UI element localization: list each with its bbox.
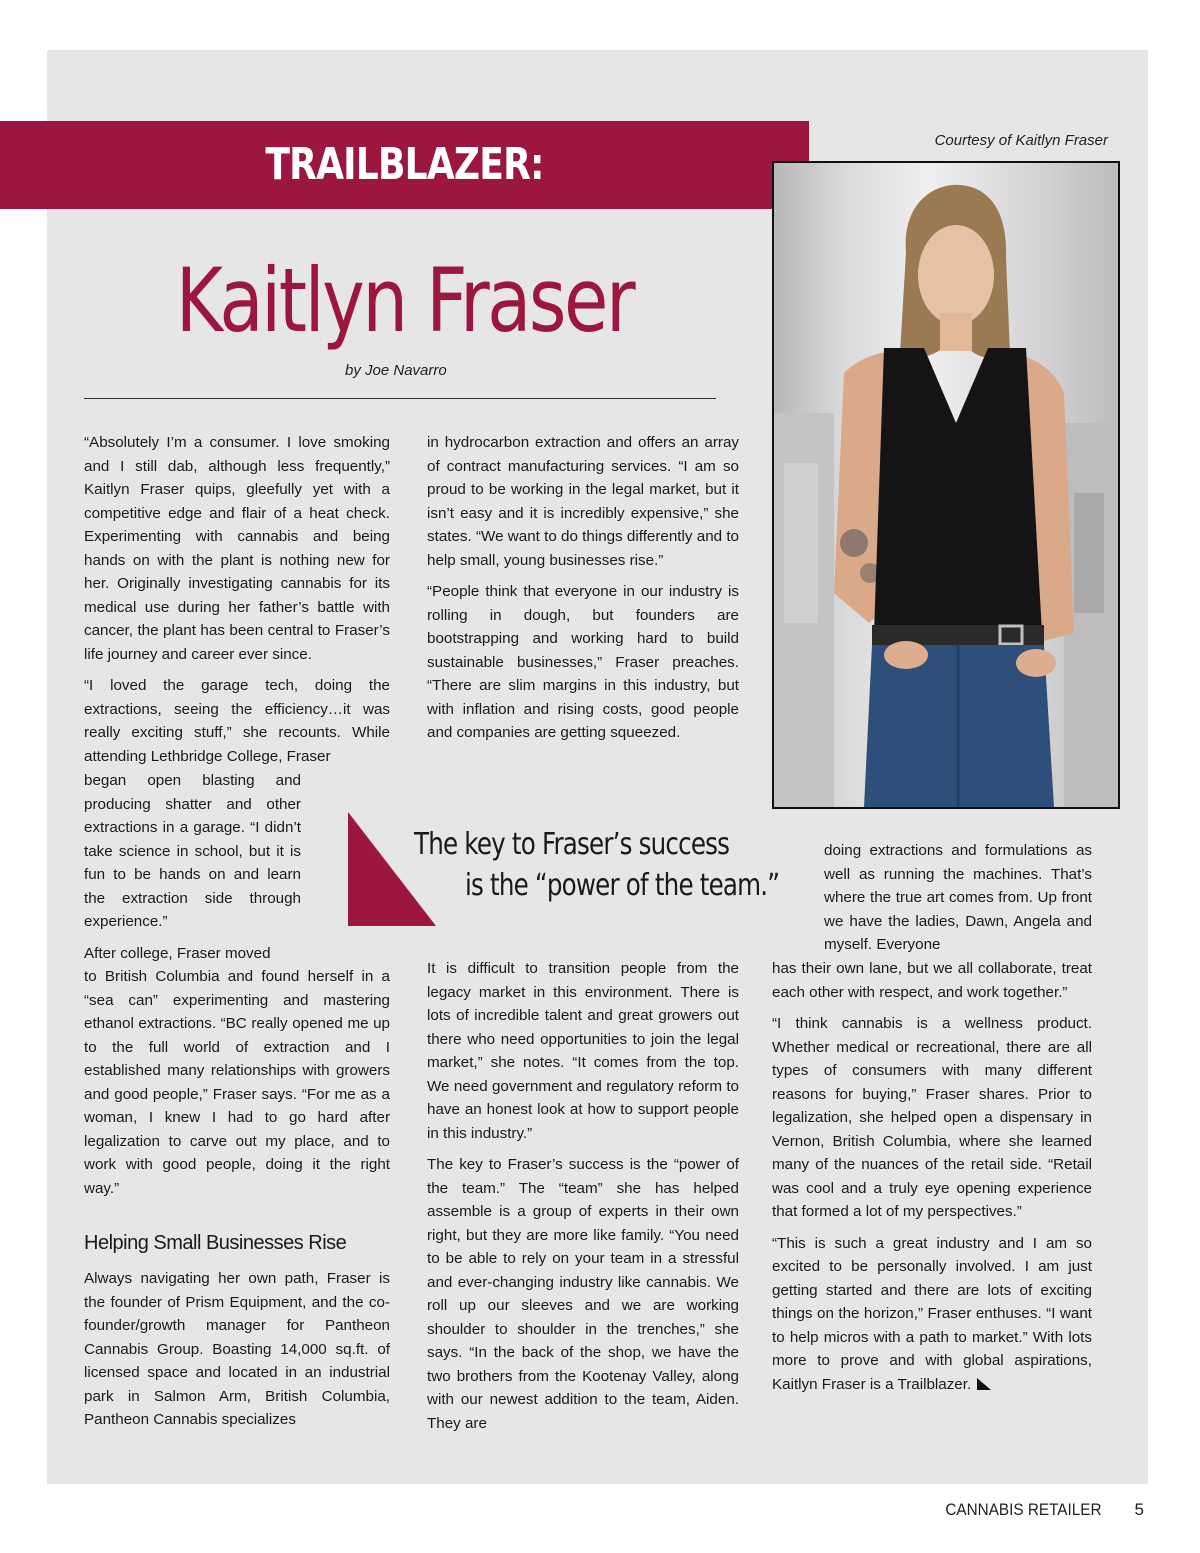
pullquote-line-1: The key to Fraser’s success — [414, 827, 730, 862]
column-3-narrow — [824, 839, 1092, 957]
column-1-top — [84, 431, 390, 768]
pullquote-line-2: is the “power of the team.” — [465, 868, 780, 903]
paragraph: “Absolutely I’m a consumer. I love smoking and I still dab, although less frequently,” Kaitlyn Fraser quips, gleefully yet with a competitive edge and flair of a heat check. Experimenting with cannabis and being hands on with the plant is nothing new for her. Originally investigating cannabis for its medical use during her father’s battle with cancer, the plant has been central to Fraser’s life journey and career ever since. — [84, 434, 390, 663]
paragraph: has their own lane, but we all collaborate, treat each other with respect, and work together.” — [772, 960, 1092, 1001]
paragraph: It is difficult to transition people from the legacy market in this environment. There is lots of incredible talent and great growers out there who need opportunities to join the legal market,” she notes. “It comes from the top. We need government and regulatory reform to have an honest look at how to support people in this industry.” — [427, 960, 739, 1142]
banner-title: TRAILBLAZER: — [265, 139, 544, 190]
column-1-section — [84, 1267, 390, 1440]
publication-name: CANNABIS RETAILER — [945, 1500, 1102, 1519]
page-number: 5 — [1134, 1500, 1144, 1519]
paragraph: After college, Fraser moved — [84, 944, 271, 962]
portrait-illustration — [774, 163, 1118, 807]
paragraph: “I loved the garage tech, doing the extractions, seeing the efficiency…it was really exciting stuff,” she recounts. While attending Lethbridge College, Fraser — [84, 677, 390, 765]
column-2-top — [427, 431, 739, 753]
paragraph: The key to Fraser’s success is the “power of the team.” The “team” she has helped assemble is a group of experts in their own right, but they are more like family. “You need to be able to rely on your team in a stressful and ever-changing industry like cannabis. We roll up our sleeves and we are working shoulder to shoulder in the trenches,” she says. “In the back of the shop, we have the two brothers from the Kootenay Valley, along with our newest addition to the team, Aiden. They are — [427, 1156, 739, 1432]
paragraph: Always navigating her own path, Fraser is the founder of Prism Equipment, and the co-founder/growth manager for Pantheon Cannabis Group. Boasting 14,000 sq.ft. of licensed space and located in an industrial park in Salmon Arm, British Columbia, Pantheon Cannabis specializes — [84, 1270, 390, 1428]
column-1-narrow — [84, 769, 301, 965]
paragraph: in hydrocarbon extraction and offers an array of contract manufacturing services. “I am so proud to be working in the legal market, but it isn’t easy and it is incredibly expensive,” she states. “We want to do things differently and to help small, young businesses rise.” — [427, 434, 739, 569]
title-banner — [0, 121, 809, 209]
column-3-bottom — [772, 957, 1092, 1396]
column-1-bottom — [84, 965, 390, 1208]
article-title: Kaitlyn Fraser — [175, 249, 634, 352]
byline: by Joe Navarro — [345, 362, 447, 379]
paragraph: doing extractions and formulations as well as running the machines. That’s where the true art comes from. Up front we have the ladies, Dawn, Angela and myself. Everyone — [824, 842, 1092, 953]
portrait-photo — [772, 161, 1120, 809]
end-mark-icon — [977, 1378, 991, 1390]
column-2-bottom — [427, 957, 739, 1443]
paragraph: began open blasting and producing shatter and other extractions in a garage. “I didn’t take science in school, but it is fun to be hands on and learn the extraction side through experience.” — [84, 772, 301, 930]
title-divider — [84, 398, 716, 399]
section-subhead: Helping Small Businesses Rise — [84, 1232, 347, 1254]
paragraph: “This is such a great industry and I am so excited to be personally involved. I am just getting started and there are lots of exciting things on the horizon,” Fraser enthuses. “I want to help micros with a path to market.” With lots more to prove and with global aspirations, Kaitlyn Fraser is a Trailblazer. — [772, 1234, 1092, 1393]
photo-credit: Courtesy of Kaitlyn Fraser — [934, 132, 1108, 149]
paragraph: “I think cannabis is a wellness product. Whether medical or recreational, there are all types of consumers with many different reasons for buying,” Fraser shares. Prior to legalization, she helped open a dispensary in Vernon, British Columbia, where she learned many of the nuances of the retail side. “Retail was cool and a truly eye opening experience that formed a lot of my perspectives.” — [772, 1015, 1092, 1220]
paragraph: “People think that everyone in our industry is rolling in dough, but founders are bootstrapping and working hard to build sustainable businesses,” Fraser preaches. “There are slim margins in this industry, but with inflation and rising costs, good people and companies are getting squeezed. — [427, 583, 739, 741]
paragraph: to British Columbia and found herself in a “sea can” experimenting and mastering ethanol extractions. “BC really opened me up to the full world of extraction and I established many relationships with growers and good people,” Fraser says. “For me as a woman, I knew I had to go hard after legalization to carve out my place, and to work with good people, doing it the right way.” — [84, 968, 390, 1197]
